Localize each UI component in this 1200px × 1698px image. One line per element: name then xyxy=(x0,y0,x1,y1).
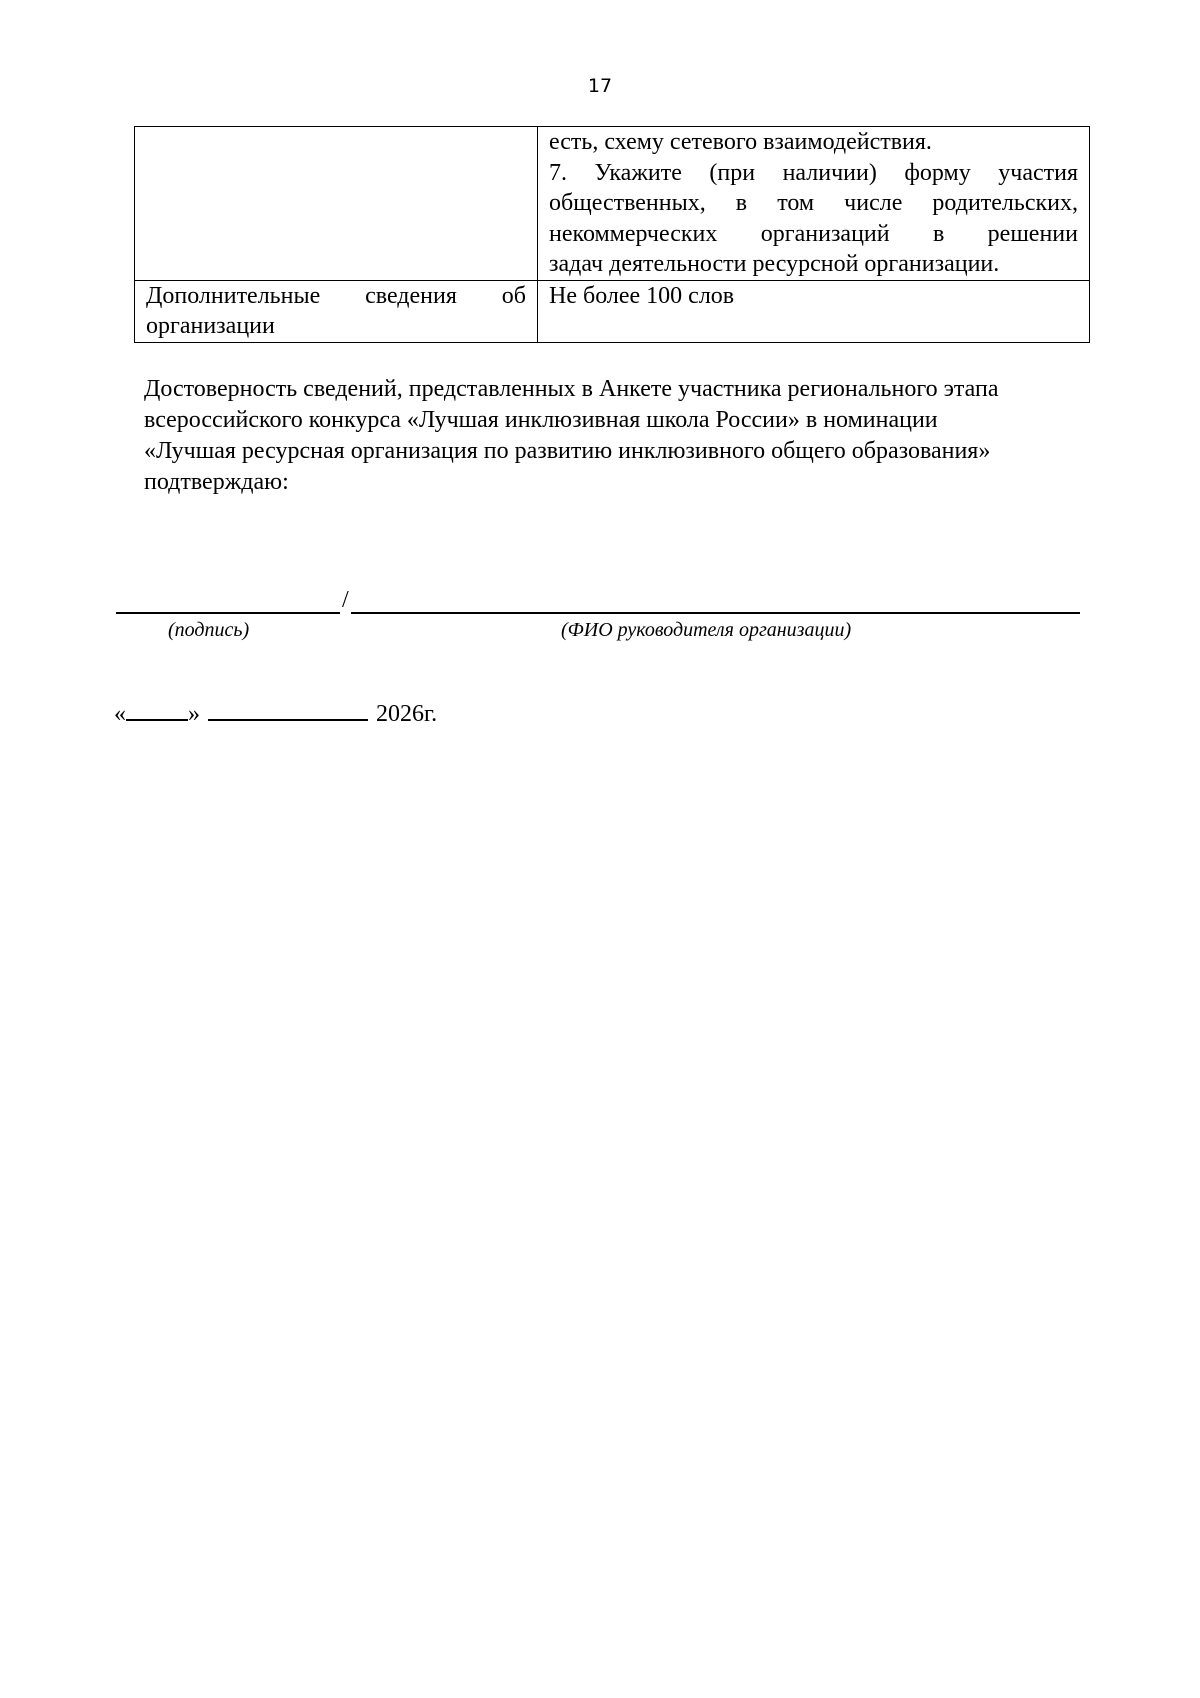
date-close-quote: » xyxy=(188,701,200,727)
declaration-line: всероссийского конкурса «Лучшая инклюзивная школа России» в номинации xyxy=(144,407,938,433)
fio-caption: (ФИО руководителя организации) xyxy=(561,619,852,641)
requirement-line: задач деятельности ресурсной организации. xyxy=(549,251,1000,277)
declaration-line: Достоверность сведений, представленных в Анкете участника регионального этапа xyxy=(144,376,999,402)
table-row xyxy=(135,127,1090,281)
table-cell-label xyxy=(135,280,538,342)
table-cell-requirements xyxy=(538,127,1090,281)
label-line: Дополнительные сведения об xyxy=(146,282,526,309)
label-line: организации xyxy=(146,313,275,339)
signature-separator: / xyxy=(342,587,349,613)
declaration-line: подтверждаю: xyxy=(144,469,289,495)
page-number: 17 xyxy=(587,75,613,97)
signature-line[interactable] xyxy=(116,612,1080,614)
declaration-line: «Лучшая ресурсная организация по развитию инклюзивного общего образования» xyxy=(144,438,991,464)
requirement-line: есть, схему сетевого взаимодействия. xyxy=(549,129,932,155)
signature-caption: (подпись) xyxy=(168,619,250,641)
table-cell-word-limit: Не более 100 слов xyxy=(538,280,1090,342)
day-blank[interactable] xyxy=(126,697,188,721)
requirement-line: общественных, в том числе родительских, xyxy=(549,190,1078,216)
month-blank[interactable] xyxy=(208,697,368,721)
date-open-quote: « xyxy=(114,701,126,727)
table-cell-label xyxy=(135,127,538,281)
declaration-paragraph xyxy=(144,374,1089,498)
requirement-line: некоммерческих организаций в решении xyxy=(549,220,1078,247)
questionnaire-table xyxy=(134,126,1090,343)
date-line xyxy=(114,697,437,729)
table-row xyxy=(135,280,1090,342)
date-year: 2026г. xyxy=(376,701,438,727)
requirement-line: 7. Укажите (при наличии) форму участия xyxy=(549,159,1078,186)
